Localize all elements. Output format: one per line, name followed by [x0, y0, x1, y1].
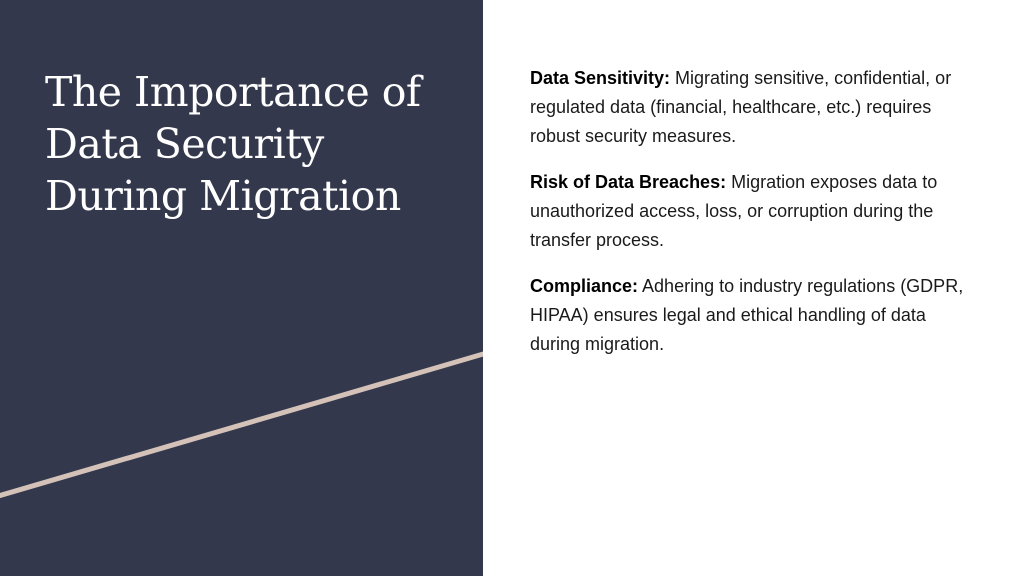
slide-title: The Importance of Data Security During Migration — [45, 68, 421, 220]
title-panel — [0, 0, 483, 576]
content-panel — [530, 64, 980, 376]
point-compliance — [530, 272, 980, 359]
point-risk-of-data-breaches — [530, 168, 980, 255]
point-data-sensitivity — [530, 64, 980, 151]
point-text: Migration exposes data to unauthorized access, loss, or corruption during the transfer process. — [530, 172, 938, 250]
point-label: Data Sensitivity: — [530, 68, 671, 88]
point-label: Risk of Data Breaches: — [530, 172, 727, 192]
point-text: Migrating sensitive, confidential, or regulated data (financial, healthcare, etc.) requires robust security measures. — [530, 68, 952, 146]
point-text: Adhering to industry regulations (GDPR, HIPAA) ensures legal and ethical handling of data during migration. — [530, 276, 964, 354]
point-label: Compliance: — [530, 276, 639, 296]
